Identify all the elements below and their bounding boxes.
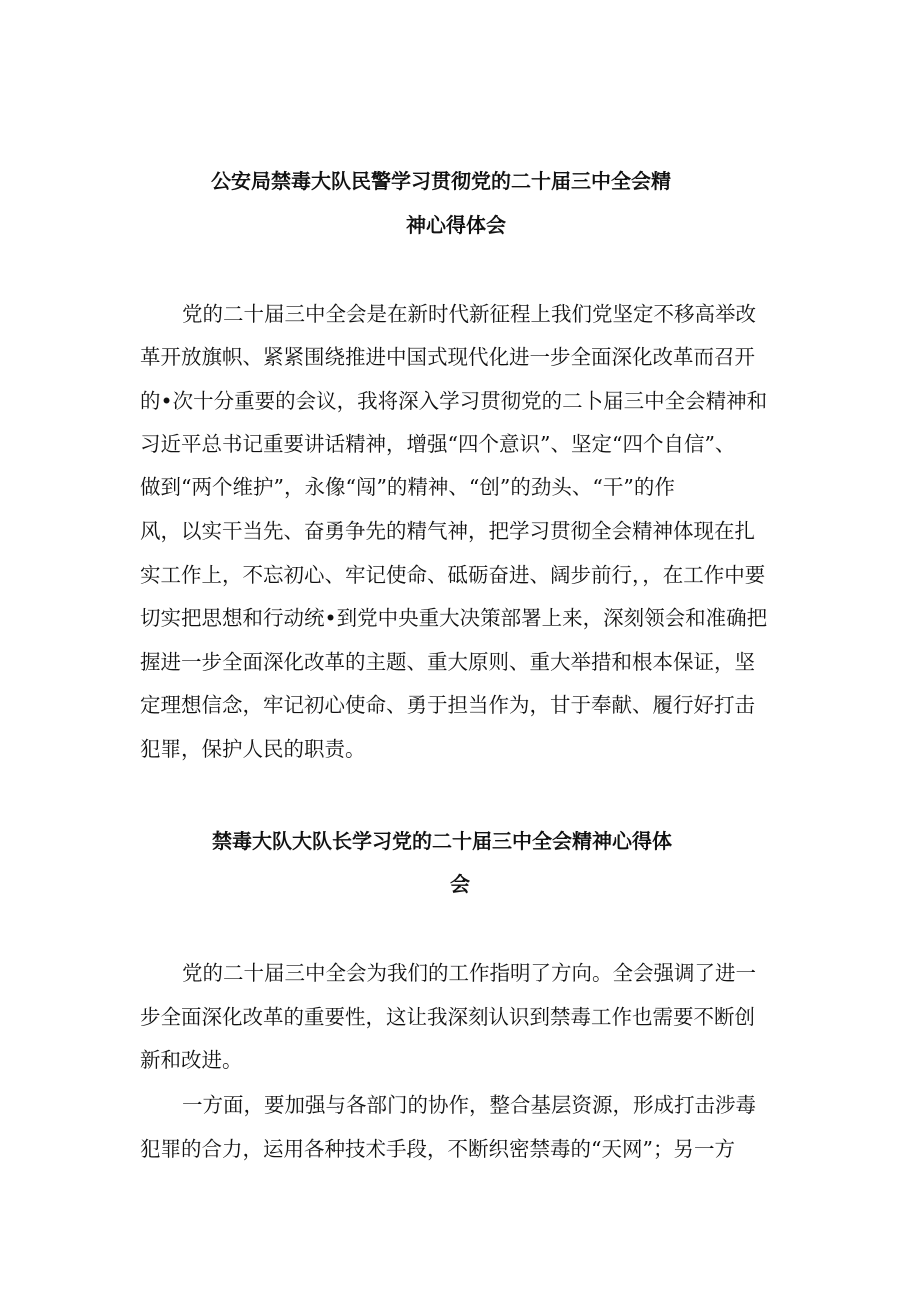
section-1-title-line-2: 神心得体会 <box>406 213 506 237</box>
section-1-paragraph-1-line-1: 党的二十届三中全会是在新时代新征程上我们党坚定不移高举改 <box>182 302 756 326</box>
section-1-paragraph-1-line-6: 风，以实干当先、奋勇争先的精气神，把学习贯彻全会精神体现在扎 <box>140 519 755 543</box>
section-1-paragraph-1-line-7: 实工作上，不忘初心、牢记使命、砥砺奋进、阔步前行，，在工作中要 <box>140 563 766 587</box>
section-1-title-line-1: 公安局禁毒大队民警学习贯彻党的二十届三中全会精 <box>211 169 671 193</box>
section-2-paragraph-2-line-2: 犯罪的合力，运用各种技术手段，不断织密禁毒的“天网”；另一方 <box>140 1137 735 1161</box>
section-2-title-line-2: 会 <box>450 872 470 896</box>
section-2-paragraph-1-line-1: 党的二十届三中全会为我们的工作指明了方向。全会强调了进一 <box>182 961 756 985</box>
section-1-paragraph-1-line-4: 习近平总书记重要讲话精神，增强“四个意识”、坚定“四个自信”、 <box>140 432 736 456</box>
section-1-paragraph-1-line-5: 做到“两个维护”，永像“闯”的精神、“创”的劲头、“干”的作 <box>140 475 675 499</box>
section-1-paragraph-1-line-9: 握进一步全面深化改革的主题、重大原则、重大举措和根本保证，坚 <box>140 650 755 674</box>
section-1-paragraph-1-line-10: 定理想信念，牢记初心使命、勇于担当作为，甘于奉献、履行好打击 <box>140 693 755 717</box>
section-2-title-line-1: 禁毒大队大队长学习党的二十届三中全会精神心得体 <box>212 829 672 853</box>
section-1-paragraph-1-line-11: 犯罪，保护人民的职责。 <box>140 737 366 761</box>
section-1-paragraph-1-line-3: 的•次十分重要的会议，我将深入学习贯彻党的二卜届三中全会精神和 <box>140 389 768 413</box>
section-1-paragraph-1-line-8: 切实把思想和行动统•到党中央重大决策部署上来，深刻领会和准确把 <box>140 606 768 630</box>
section-2-paragraph-2-line-1: 一方面，要加强与各部门的协作，整合基层资源，形成打击涉毒 <box>182 1093 756 1117</box>
section-2-paragraph-1-line-2: 步全面深化改革的重要性，这让我深刻认识到禁毒工作也需要不断创 <box>140 1005 755 1029</box>
section-1-paragraph-1-line-2: 革开放旗帜、紧紧围绕推进中国式现代化进一步全面深化改革而召开 <box>140 345 755 369</box>
section-2-paragraph-1-line-3: 新和改进。 <box>140 1048 243 1072</box>
